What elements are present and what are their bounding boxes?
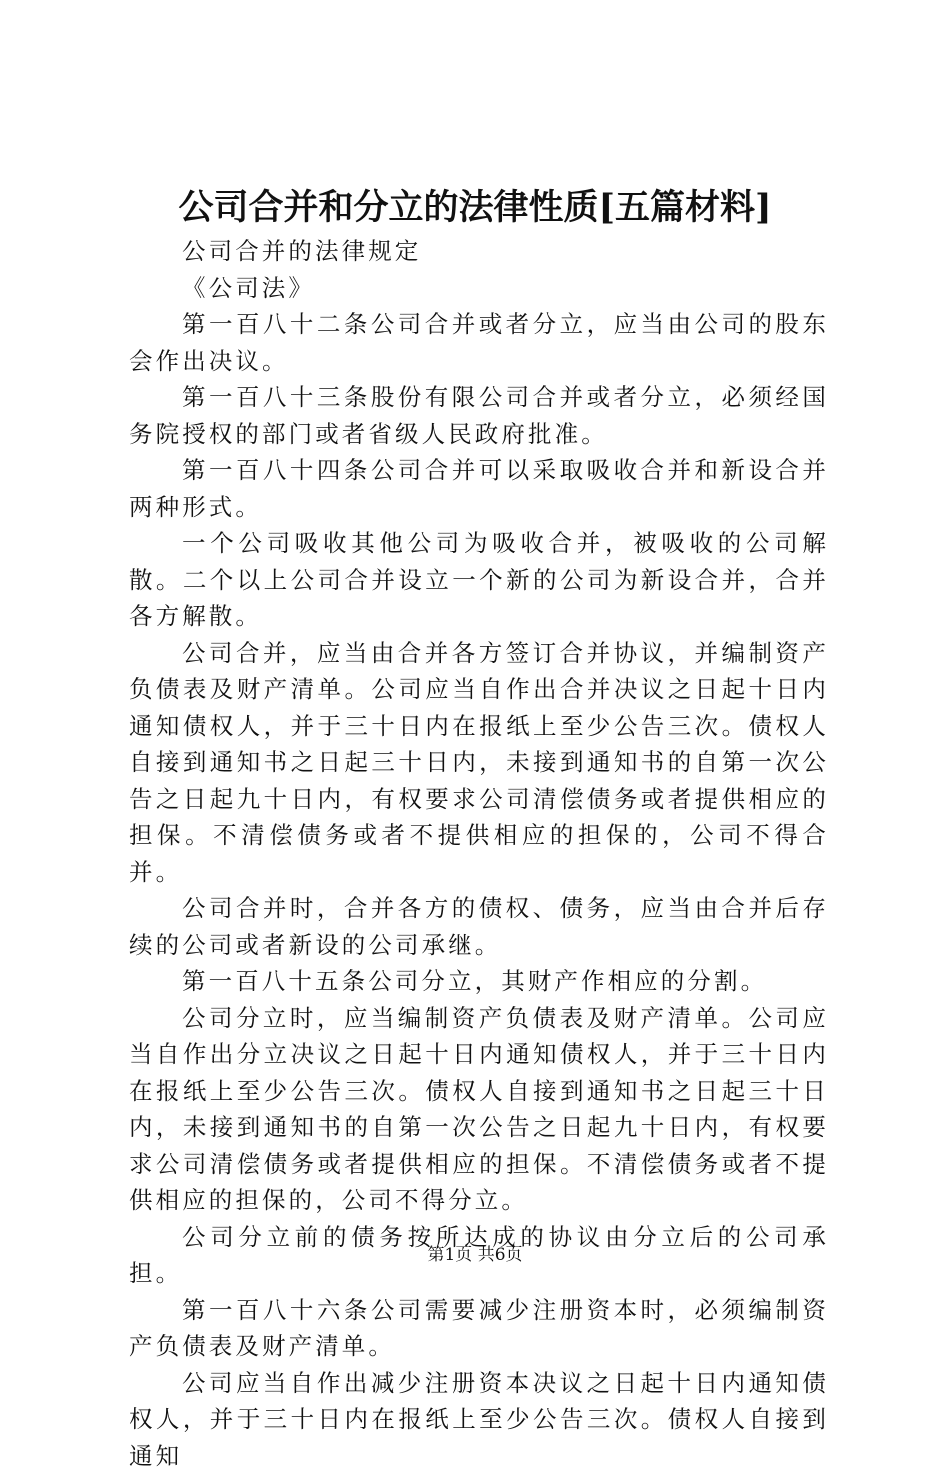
page-indicator: 第1页 共6页 <box>0 1243 950 1267</box>
paragraph: 公司分立前的债务按所达成的协议由分立后的公司承担。 <box>129 1219 829 1292</box>
paragraph: 公司合并，应当由合并各方签订合并协议，并编制资产负债表及财产清单。公司应当自作出合并决议之日起十日内通知债权人，并于三十日内在报纸上至少公告三次。债权人自接到通知书之日起三十日内，未接到通知书的自第一次公告之日起九十日内，有权要求公司清偿债务或者提供相应的担保。不清偿债务或者不提供相应的担保的，公司不得合并。 <box>129 635 829 891</box>
paragraph: 第一百八十二条公司合并或者分立，应当由公司的股东会作出决议。 <box>129 306 829 379</box>
paragraph: 公司应当自作出减少注册资本决议之日起十日内通知债权人，并于三十日内在报纸上至少公告三次。债权人自接到通知 <box>129 1365 829 1474</box>
paragraph: 一个公司吸收其他公司为吸收合并，被吸收的公司解散。二个以上公司合并设立一个新的公司为新设合并，合并各方解散。 <box>129 525 829 635</box>
paragraph: 公司合并的法律规定 <box>129 233 829 270</box>
paragraph: 第一百八十五条公司分立，其财产作相应的分割。 <box>129 963 829 1000</box>
paragraph: 第一百八十四条公司合并可以采取吸收合并和新设合并两种形式。 <box>129 452 829 525</box>
paragraph: 公司分立时，应当编制资产负债表及财产清单。公司应当自作出分立决议之日起十日内通知债权人，并于三十日内在报纸上至少公告三次。债权人自接到通知书之日起三十日内，未接到通知书的自第一次公告之日起九十日内，有权要求公司清偿债务或者提供相应的担保。不清偿债务或者不提供相应的担保的，公司不得分立。 <box>129 1000 829 1219</box>
paragraph: 《公司法》 <box>129 270 829 307</box>
paragraph: 第一百八十六条公司需要减少注册资本时，必须编制资产负债表及财产清单。 <box>129 1292 829 1365</box>
paragraph: 第一百八十三条股份有限公司合并或者分立，必须经国务院授权的部门或者省级人民政府批准。 <box>129 379 829 452</box>
document-title: 公司合并和分立的法律性质[五篇材料] <box>0 183 950 233</box>
document-body <box>129 233 829 1474</box>
paragraph: 公司合并时，合并各方的债权、债务，应当由合并后存续的公司或者新设的公司承继。 <box>129 890 829 963</box>
